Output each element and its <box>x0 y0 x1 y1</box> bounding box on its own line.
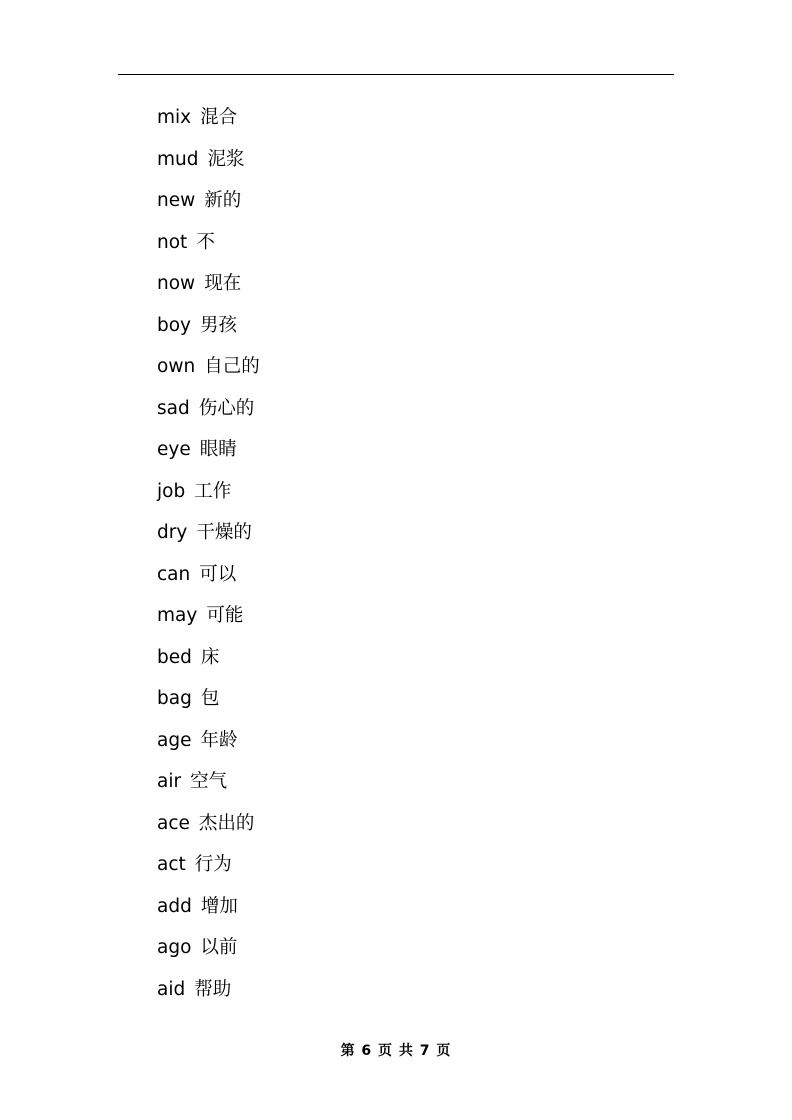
english-word: air <box>157 771 182 792</box>
english-word: may <box>157 605 198 626</box>
vocabulary-item <box>157 471 260 513</box>
vocabulary-item <box>157 222 260 264</box>
english-word: boy <box>157 314 192 336</box>
vocabulary-item <box>157 263 260 305</box>
chinese-meaning: 可以 <box>199 563 237 585</box>
vocabulary-item <box>157 761 260 803</box>
english-word: dry <box>157 522 188 543</box>
chinese-meaning: 混合 <box>200 107 238 128</box>
english-word: bag <box>157 688 192 709</box>
english-word: act <box>157 854 186 875</box>
vocabulary-item <box>157 305 260 347</box>
chinese-meaning: 行为 <box>194 854 232 875</box>
header-rule <box>118 74 674 75</box>
vocabulary-item <box>157 637 260 679</box>
english-word: now <box>157 273 196 294</box>
chinese-meaning: 以前 <box>200 937 238 958</box>
english-word: mix <box>157 107 192 128</box>
vocabulary-item <box>157 554 260 596</box>
english-word: ago <box>157 937 192 958</box>
english-word: bed <box>157 646 192 668</box>
chinese-meaning: 干燥的 <box>196 522 252 543</box>
vocabulary-item <box>157 595 260 637</box>
chinese-meaning: 自己的 <box>204 356 260 377</box>
chinese-meaning: 现在 <box>204 273 242 294</box>
chinese-meaning: 泥浆 <box>207 148 245 170</box>
chinese-meaning: 不 <box>196 231 215 253</box>
english-word: own <box>157 356 196 377</box>
chinese-meaning: 眼睛 <box>199 439 237 460</box>
vocabulary-item <box>157 844 260 886</box>
chinese-meaning: 包 <box>200 688 220 709</box>
english-word: job <box>157 480 186 502</box>
vocabulary-item <box>157 969 260 1011</box>
vocabulary-item <box>157 886 260 928</box>
vocabulary-item <box>157 97 260 139</box>
english-word: mud <box>157 148 199 170</box>
chinese-meaning: 年龄 <box>200 729 238 751</box>
english-word: can <box>157 563 191 585</box>
english-word: sad <box>157 397 190 419</box>
chinese-meaning: 杰出的 <box>198 812 255 834</box>
english-word: eye <box>157 439 191 460</box>
vocabulary-item <box>157 678 260 720</box>
chinese-meaning: 帮助 <box>194 978 232 1000</box>
chinese-meaning: 伤心的 <box>198 397 255 419</box>
vocabulary-item <box>157 720 260 762</box>
english-word: add <box>157 895 192 917</box>
english-word: not <box>157 231 188 253</box>
english-word: ace <box>157 812 190 834</box>
chinese-meaning: 床 <box>200 646 220 668</box>
vocabulary-item <box>157 388 260 430</box>
chinese-meaning: 工作 <box>194 480 232 502</box>
vocabulary-item <box>157 346 260 388</box>
vocabulary-item <box>157 139 260 181</box>
chinese-meaning: 空气 <box>190 771 228 792</box>
vocabulary-list <box>157 97 260 1010</box>
chinese-meaning: 男孩 <box>200 314 238 336</box>
english-word: age <box>157 729 192 751</box>
english-word: aid <box>157 978 186 1000</box>
page-number-footer: 第 6 页 共 7 页 <box>340 1043 452 1059</box>
vocabulary-item <box>157 803 260 845</box>
vocabulary-item <box>157 512 260 554</box>
vocabulary-item <box>157 927 260 969</box>
english-word: new <box>157 190 196 211</box>
chinese-meaning: 可能 <box>206 605 244 626</box>
vocabulary-item <box>157 180 260 222</box>
chinese-meaning: 新的 <box>204 190 242 211</box>
vocabulary-item <box>157 429 260 471</box>
chinese-meaning: 增加 <box>200 895 238 917</box>
